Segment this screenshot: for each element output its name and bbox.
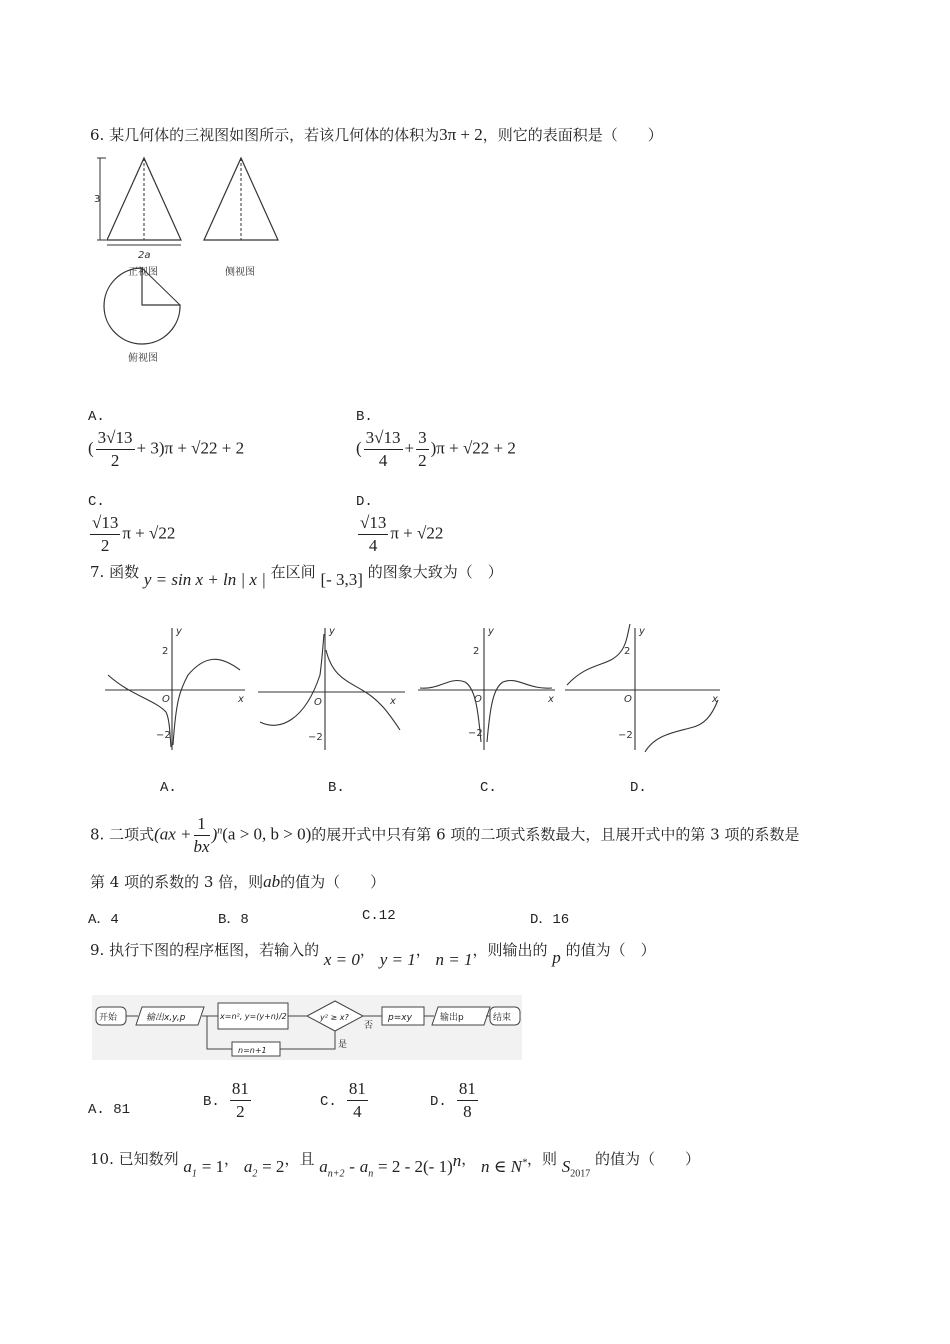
graph-a-x: x bbox=[238, 694, 244, 705]
q8-condition: (a > 0, b > 0) bbox=[222, 824, 312, 844]
q7-option-b[interactable]: B. bbox=[328, 780, 345, 796]
q9-option-a[interactable]: A. 81 bbox=[88, 1102, 131, 1118]
top-view-label: 俯视图 bbox=[128, 353, 158, 364]
side-view-label: 侧视图 bbox=[225, 267, 255, 278]
graph-b-origin: O bbox=[314, 697, 322, 708]
q8-stem: 8. 二项式(ax + $\frac{1}{bx}$ )$^n$(a > 0, b > 0)的展开式中只有第 6 项的二项式系数最大，且展开式中的第 3 项的系数是 bbox=[90, 814, 800, 857]
q6-option-d[interactable]: D. $\frac{√13}{4}$ π + √22 bbox=[356, 494, 444, 555]
q7-option-a[interactable]: A. bbox=[160, 780, 177, 796]
graph-d-x: x bbox=[712, 694, 718, 705]
graph-a bbox=[105, 628, 245, 750]
flow-cond: y² ≥ x? bbox=[320, 1013, 349, 1022]
flow-end: 结束 bbox=[493, 1013, 512, 1023]
graph-d-pos: 2 bbox=[624, 646, 631, 657]
q8-option-d[interactable]: D．16 bbox=[530, 912, 570, 928]
height-label: 3 bbox=[94, 194, 101, 205]
q7-graphs bbox=[100, 620, 725, 760]
flow-start: 开始 bbox=[99, 1013, 118, 1023]
graph-d bbox=[565, 624, 720, 752]
q9-option-b[interactable]: B. $\frac{81}{2}$ bbox=[203, 1079, 249, 1121]
q8-stem-line2: 第 4 项的系数的 3 倍，则ab的值为（ ） bbox=[90, 872, 386, 891]
q8-option-a[interactable]: A．4 bbox=[88, 912, 119, 928]
top-view-shape bbox=[104, 268, 180, 344]
q6-option-c[interactable]: C. $\frac{√13}{2}$ π + √22 bbox=[88, 494, 176, 555]
q9-flowchart bbox=[92, 995, 522, 1060]
q6-option-b[interactable]: B. ( $\frac{3√13}{4}$ + $\frac{3}{2}$ )π + √22 + 2 bbox=[356, 409, 516, 470]
flow-output: 输出p bbox=[440, 1013, 464, 1023]
flow-incr: n=n+1 bbox=[238, 1046, 267, 1055]
q9-stem: 9. 执行下图的程序框图，若输入的 x = 0， y = 1， n = 1，则输出的 p 的值为（ ） bbox=[90, 941, 656, 969]
q7-function: y = sin x + ln | x | bbox=[143, 570, 266, 589]
graph-a-origin: O bbox=[162, 694, 170, 705]
q6-option-a[interactable]: A. ( $\frac{3√13}{2}$ + 3)π + √22 + 2 bbox=[88, 409, 245, 470]
q9-option-c[interactable]: C. $\frac{81}{4}$ bbox=[320, 1079, 366, 1121]
q7-stem: 7. 函数 y = sin x + ln | x | 在区间 [- 3,3] 的图象大致为（ ） bbox=[90, 563, 503, 589]
flow-input: 输出x,y,p bbox=[146, 1013, 186, 1023]
graph-a-y: y bbox=[176, 626, 182, 637]
graph-b bbox=[258, 628, 405, 750]
q10-stem: 10. 已知数列 $a_1 = 1$， $a_2 = 2$，且 $a_{n+2} - a_n = 2 - 2(-$ 1)$^n$， n ∈ N*，则 $S_{2017}$ 的值为（ ） bbox=[90, 1150, 701, 1180]
graph-b-neg: −2 bbox=[308, 732, 323, 743]
q6-volume: 3π + 2 bbox=[439, 125, 483, 144]
graph-b-x: x bbox=[390, 696, 396, 707]
q7-interval: [- 3,3] bbox=[320, 570, 363, 589]
graph-a-neg: −2 bbox=[156, 730, 171, 741]
graph-b-y: y bbox=[329, 626, 335, 637]
width-label: 2a bbox=[138, 250, 151, 261]
q7-option-d[interactable]: D. bbox=[630, 780, 647, 796]
flow-yes: 是 bbox=[338, 1040, 348, 1050]
graph-a-pos: 2 bbox=[162, 646, 169, 657]
front-view-label: 正视图 bbox=[128, 267, 158, 278]
graph-c-y: y bbox=[488, 626, 494, 637]
graph-c-neg: −2 bbox=[468, 728, 483, 739]
q9-option-d[interactable]: D. $\frac{81}{8}$ bbox=[430, 1079, 476, 1121]
flow-no: 否 bbox=[364, 1021, 374, 1031]
graph-d-neg: −2 bbox=[618, 730, 633, 741]
graph-d-y: y bbox=[639, 626, 645, 637]
q8-option-c[interactable]: C.12 bbox=[362, 908, 396, 924]
q6-three-view-figure bbox=[92, 150, 292, 365]
graph-c bbox=[418, 628, 555, 750]
q6-stem: 6. 某几何体的三视图如图所示，若该几何体的体积为3π + 2，则它的表面积是（ ） bbox=[90, 125, 663, 144]
graph-c-x: x bbox=[548, 694, 554, 705]
flow-assign: x=n², y=(y+n)/2 bbox=[220, 1012, 287, 1021]
graph-c-origin: O bbox=[474, 694, 482, 705]
q7-option-c[interactable]: C. bbox=[480, 780, 497, 796]
q8-option-b[interactable]: B．8 bbox=[218, 912, 249, 928]
q8-ab: ab bbox=[263, 872, 281, 891]
graph-d-origin: O bbox=[624, 694, 632, 705]
graph-c-pos: 2 bbox=[473, 646, 480, 657]
flow-calc: p=xy bbox=[388, 1013, 412, 1023]
